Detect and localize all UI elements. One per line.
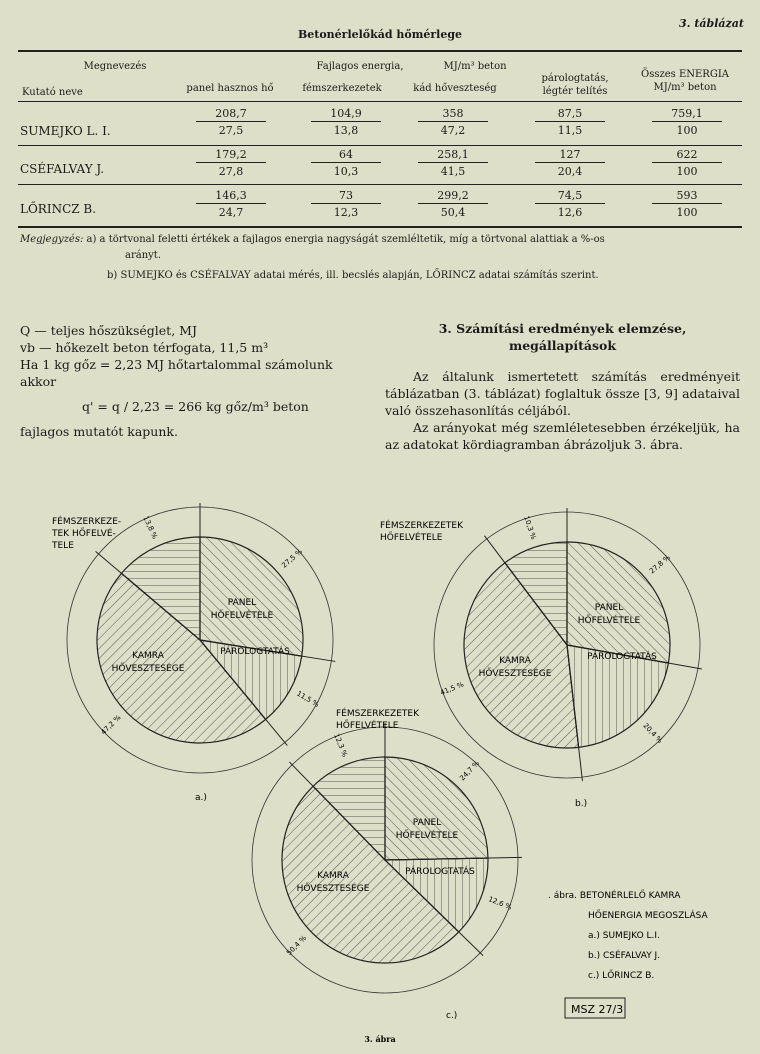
pie-percent-label: 50,4 % bbox=[285, 934, 309, 958]
pie-percent-label: 24,7 % bbox=[458, 759, 482, 783]
table-cell: 104,9 13,8 bbox=[311, 107, 381, 137]
note: Megjegyzés: a) a törtvonal feletti értékek a fajlagos energia nagyságát szemléltetik, míg a törtvonal alattiak a %-os bbox=[20, 234, 605, 245]
fem-label-a: TELE bbox=[52, 541, 74, 551]
header-megnevezes: Megnevezés bbox=[83, 61, 147, 72]
slice-label: PÁROLOGTATÁS bbox=[405, 867, 475, 877]
pie-percent-label: 27,8 % bbox=[648, 553, 672, 576]
header-osszes-unit: MJ/m³ beton bbox=[653, 82, 717, 93]
header-col2: fémszerkezetek bbox=[302, 83, 382, 94]
pie-percent-label: 11,5 % bbox=[295, 689, 321, 709]
slice-label: HŐFELVÉTELE bbox=[395, 831, 459, 841]
header-mj: MJ/m³ beton bbox=[443, 61, 507, 72]
legend-line: HŐENERGIA MEGOSZLÁSA bbox=[588, 911, 708, 921]
slice-label: HŐVESZTESÉGE bbox=[111, 664, 185, 674]
pie-chart-c bbox=[252, 723, 522, 993]
right-text: 3. Számítási eredmények elemzése, megállapítások Az általunk ismertetett számítás eredményeit táblázatban (3. táblázat) foglaltuk össze [3, 9] adataival való összehasonlítás céljából. Az arányokat még szemléletesebben érzékeljük, ha az adatokat kördiagramban ábrázoljuk 3. ábra. bbox=[385, 321, 740, 452]
pie-percent-label: 13,8 % bbox=[141, 514, 159, 541]
slice-label: PANEL bbox=[227, 598, 257, 608]
header-osszes: Összes ENERGIA bbox=[641, 69, 729, 80]
slice-label: HŐFELVÉTELE bbox=[577, 616, 641, 626]
table-cell: 127 20,4 bbox=[535, 148, 605, 178]
row-name: SUMEJKO L. I. bbox=[20, 124, 111, 138]
fem-label-a: FÉMSZERKEZE- bbox=[52, 517, 122, 527]
pie-percent-label: 41,5 % bbox=[439, 680, 465, 698]
row-name: LŐRINCZ B. bbox=[20, 202, 97, 216]
figure-caption: 3. ábra bbox=[364, 1034, 396, 1044]
table-cell: 593 100 bbox=[652, 189, 722, 219]
stamp-text: MSZ 27/3 bbox=[571, 1003, 624, 1016]
table-cell: 622 100 bbox=[652, 148, 722, 178]
table-number: 3. táblázat bbox=[679, 17, 744, 30]
caption-a: a.) bbox=[195, 793, 207, 803]
header-fajlagos: Fajlagos energia, bbox=[316, 61, 404, 72]
header-col4a: párologtatás, bbox=[541, 73, 609, 84]
header-col1: panel hasznos hő bbox=[186, 83, 274, 94]
table-cell: 87,5 11,5 bbox=[535, 107, 605, 137]
table-cell: 146,3 24,7 bbox=[196, 189, 266, 219]
table-cell: 759,1 100 bbox=[652, 107, 722, 137]
left-text: Q — teljes hőszükséglet, MJ vb — hőkezelt beton térfogata, 11,5 m³ Ha 1 kg gőz = 2,23 MJ hőtartalommal számolunk akkor q' = q / 2,23 = 266 kg gőz/m³ beton fajlagos mutatót kapunk. bbox=[20, 323, 333, 439]
slice-label: PANEL bbox=[594, 603, 624, 613]
caption-c: c.) bbox=[446, 1011, 458, 1021]
table-bottom-rule bbox=[18, 226, 742, 228]
header-col3: kád hőveszteség bbox=[413, 83, 497, 94]
slice-label: PÁROLOGTATÁS bbox=[220, 647, 290, 657]
table-cell: 208,7 27,5 bbox=[196, 107, 266, 137]
fem-label-c: HŐFELVÉTELE bbox=[336, 721, 399, 731]
pie-chart-a bbox=[67, 503, 335, 773]
legend-line: a.) SUMEJKO L.I. bbox=[588, 931, 660, 941]
row-rule bbox=[18, 145, 742, 146]
slice-label: HŐVESZTESÉGE bbox=[478, 669, 552, 679]
table-header-rule bbox=[18, 101, 742, 102]
table-cell: 179,2 27,8 bbox=[196, 148, 266, 178]
legend-line: c.) LŐRINCZ B. bbox=[588, 971, 655, 981]
slice-label: KAMRA bbox=[317, 871, 349, 881]
note-cont: arányt. bbox=[125, 250, 161, 261]
slice-label: KAMRA bbox=[499, 656, 531, 666]
slice-label: HŐVESZTESÉGE bbox=[296, 884, 370, 894]
fem-label-b: FÉMSZERKEZETEK bbox=[380, 521, 463, 531]
pie-percent-label: 27,5 % bbox=[280, 547, 305, 570]
table-cell: 358 47,2 bbox=[418, 107, 488, 137]
table-cell: 64 10,3 bbox=[311, 148, 381, 178]
slice-label: HŐFELVÉTELE bbox=[210, 611, 274, 621]
pie-percent-label: 12,3 % bbox=[332, 732, 349, 759]
note-b: b) SUMEJKO és CSÉFALVAY adatai mérés, ill. becslés alapján, LŐRINCZ adatai számítás szerint. bbox=[107, 270, 599, 281]
pie-percent-label: 20,4 % bbox=[641, 721, 664, 745]
pie-chart-b bbox=[434, 508, 702, 781]
caption-b: b.) bbox=[575, 799, 588, 809]
pie-percent-label: 47,2 % bbox=[99, 713, 123, 737]
legend-line: . ábra. BETONÉRLELŐ KAMRA bbox=[548, 891, 681, 901]
pie-percent-label: 12,6 % bbox=[487, 895, 513, 912]
row-rule bbox=[18, 184, 742, 185]
fem-label-b: HŐFELVÉTELE bbox=[380, 533, 443, 543]
table-cell: 74,5 12,6 bbox=[535, 189, 605, 219]
table-title: Betonérlelőkád hőmérlege bbox=[297, 28, 463, 41]
table-cell: 299,2 50,4 bbox=[418, 189, 488, 219]
fem-label-a: TEK HŐFELVÉ- bbox=[52, 529, 116, 539]
header-col4b: légtér telítés bbox=[542, 86, 608, 97]
legend-line: b.) CSÉFALVAY J. bbox=[588, 951, 661, 961]
header-kutato: Kutató neve bbox=[22, 87, 83, 98]
row-name: CSÉFALVAY J. bbox=[20, 162, 105, 176]
pie-percent-label: 10,3 % bbox=[522, 514, 538, 541]
slice-label: KAMRA bbox=[132, 651, 164, 661]
slice-label: PÁROLOGTATÁS bbox=[587, 652, 657, 662]
pie-slice bbox=[200, 537, 303, 656]
table-top-rule bbox=[18, 50, 742, 52]
table-cell: 258,1 41,5 bbox=[418, 148, 488, 178]
fem-label-c: FÉMSZERKEZETEK bbox=[336, 709, 419, 719]
slice-label: PANEL bbox=[412, 818, 442, 828]
pie-figure bbox=[0, 480, 760, 1050]
table-cell: 73 12,3 bbox=[311, 189, 381, 219]
